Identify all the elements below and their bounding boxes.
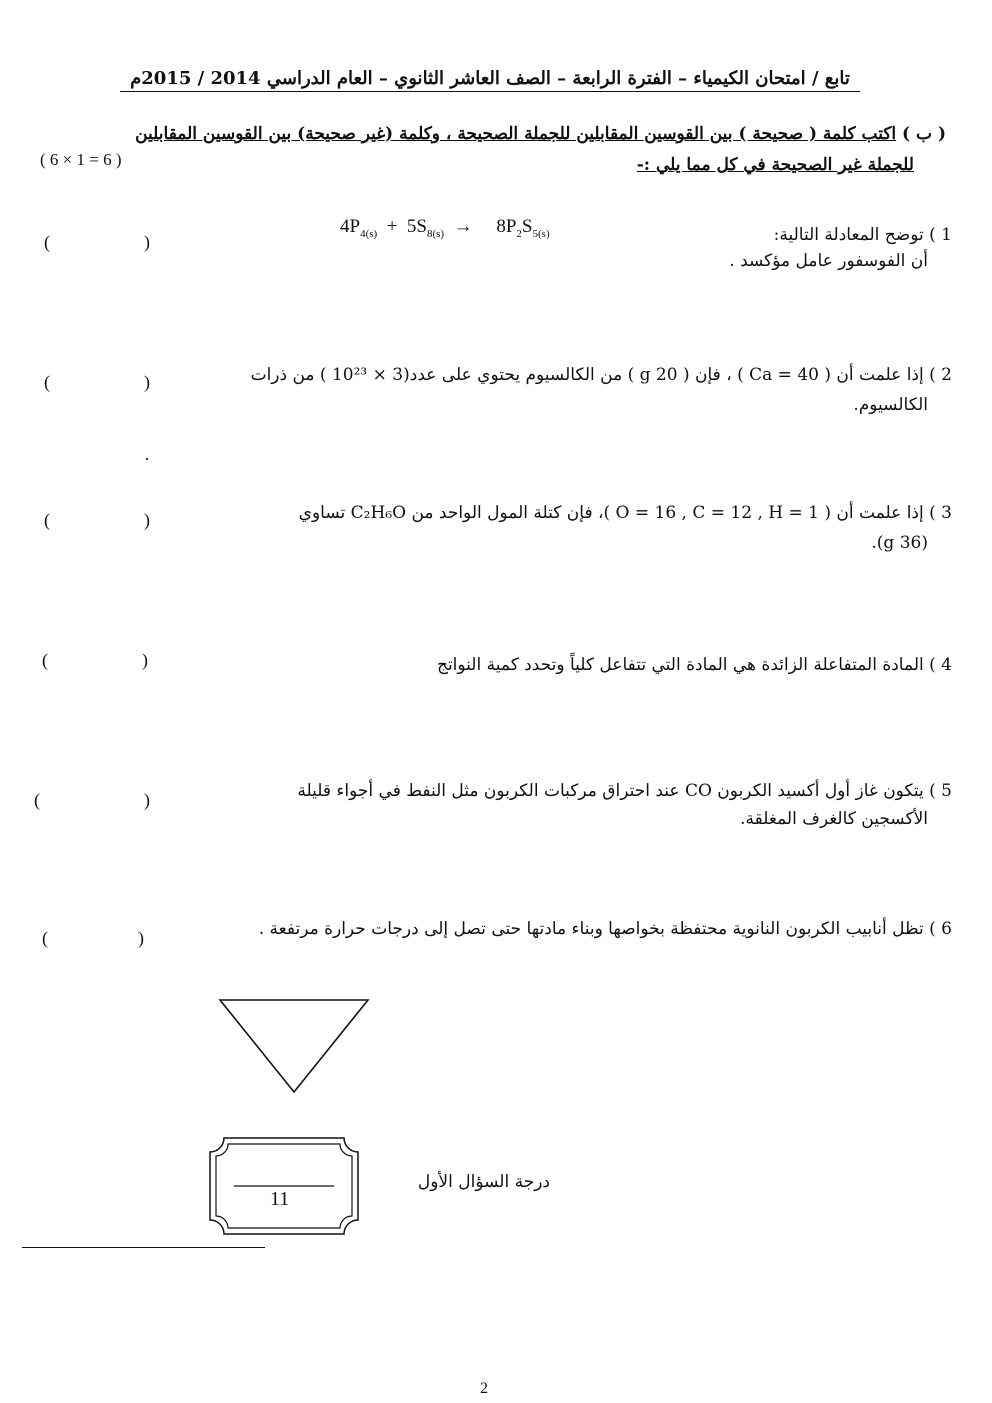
question-1-line-2: أن الفوسفور عامل مؤكسد . — [729, 251, 928, 271]
page-number: 2 — [480, 1380, 488, 1397]
chemical-equation: $4P_{4(s)} + 5S_{8(s)}$ → $8P_2S_{5(s)}$ — [340, 216, 550, 240]
reaction-arrow: → — [453, 216, 473, 237]
question-text: يتكون غاز أول أكسيد الكربون CO عند احتراق مركبات الكربون مثل النفط في أجواء قليلة — [297, 781, 924, 801]
marks-allocation: ( 6 × 1 = 6 ) — [40, 150, 122, 169]
answer-slot-6[interactable]: ( ) — [42, 928, 144, 948]
instructions-line-2 — [94, 153, 914, 177]
answer-slot-3[interactable]: ( ) — [44, 510, 150, 530]
question-text: إذا علمت أن ( O = 16 , C = 12 , H = 1 )، فإن كتلة المول الواحد من C₂H₆O تساوي — [298, 503, 924, 523]
answer-slot-4[interactable]: ( ) — [42, 650, 148, 670]
score-box-frame — [208, 1136, 360, 1236]
page-header: تابع / امتحان الكيمياء – الفترة الرابعة – الصف العاشر الثانوي – العام الدراسي 2014 / 2015م — [120, 68, 860, 92]
question-text: إذا علمت أن ( Ca = 40 ) ، فإن ( 20 g ) من الكالسيوم يحتوي على عدد(3 × 10²³ ) من ذرات — [250, 365, 924, 385]
question-text: المادة المتفاعلة الزائدة هي المادة التي تتفاعل كلياً وتحدد كمية النواتج — [436, 655, 924, 675]
stray-dot — [146, 458, 148, 460]
question-number: 4 ) — [929, 655, 952, 675]
instruction-text-1: اكتب كلمة ( صحيحة ) بين القوسين المقابلين للجملة الصحيحة ، وكلمة (غير صحيحة) بين القوسين المقابلين — [135, 124, 897, 144]
question-6 — [192, 916, 952, 942]
question-number: 6 ) — [929, 919, 952, 939]
instruction-text-2: للجملة غير الصحيحة في كل مما يلي :- — [636, 155, 914, 175]
question-1 — [712, 222, 952, 248]
triangle-shape — [216, 996, 372, 1096]
question-3-line-2: (36 g). — [871, 533, 928, 553]
question-3 — [232, 500, 952, 526]
question-text: تظل أنابيب الكربون النانوية محتفظة بخواصها وبناء مادتها حتى تصل إلى درجات حرارة مرتفعة . — [258, 919, 924, 939]
question-number: 2 ) — [929, 365, 952, 385]
section-label: ( ب ) — [896, 124, 946, 144]
question-number: 5 ) — [929, 781, 952, 801]
question-number: 3 ) — [929, 503, 952, 523]
footer-rule — [22, 1247, 265, 1248]
question-2 — [212, 362, 952, 388]
question-5 — [232, 778, 952, 804]
answer-slot-2[interactable]: ( ) — [44, 372, 150, 392]
question-number: 1 ) — [929, 225, 952, 245]
score-total: 11 — [270, 1188, 290, 1210]
question-2-line-2: الكالسيوم. — [853, 395, 928, 415]
question-4 — [392, 652, 952, 678]
answer-slot-5[interactable]: ( ) — [34, 790, 150, 810]
score-label: درجة السؤال الأول — [417, 1172, 550, 1192]
question-5-line-2: الأكسجين كالغرف المغلقة. — [740, 809, 928, 829]
question-text: توضح المعادلة التالية: — [773, 225, 924, 245]
instructions-line-1 — [66, 122, 946, 146]
answer-slot-1[interactable]: ( ) — [44, 232, 150, 252]
